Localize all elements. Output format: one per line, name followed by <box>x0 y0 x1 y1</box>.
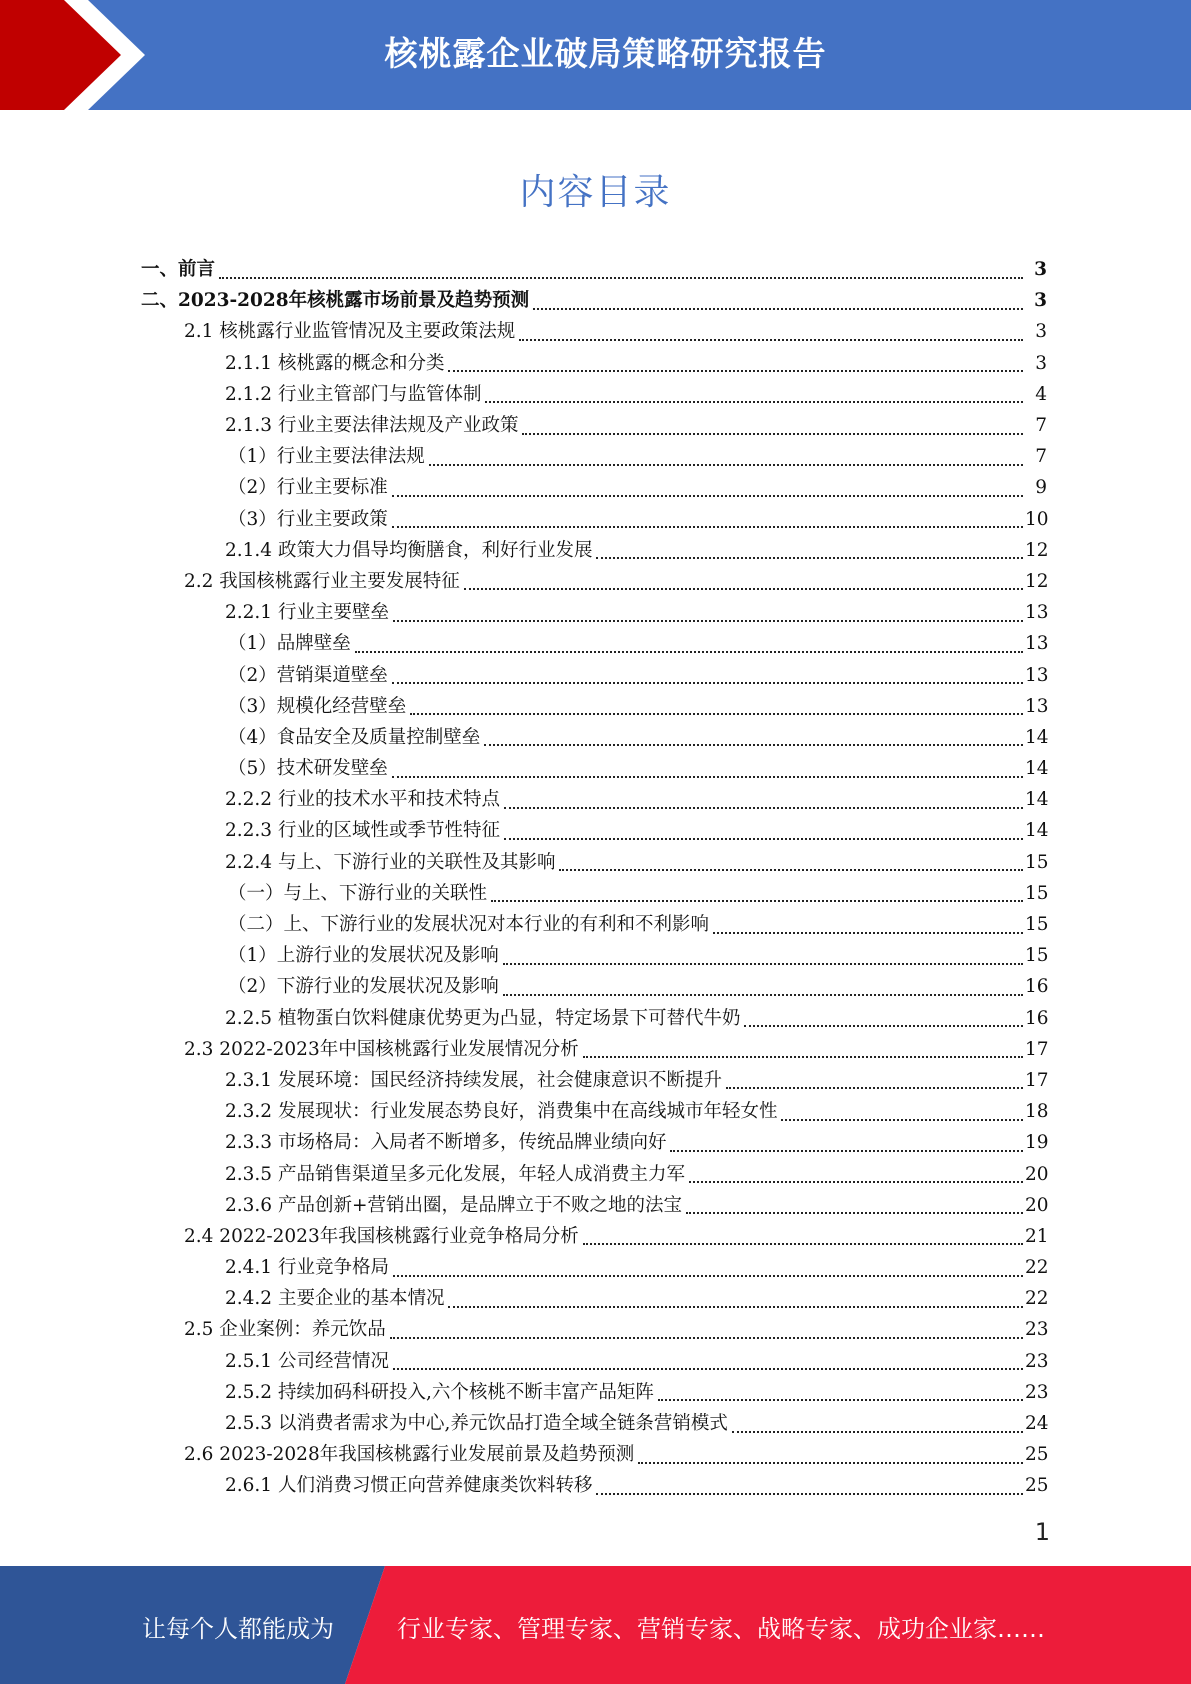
toc-leader-dots <box>686 1210 1023 1214</box>
toc-entry-title: 2.2.5 植物蛋白饮料健康优势更为凸显，特定场景下可替代牛奶 <box>225 1007 741 1029</box>
toc-leader-dots <box>484 742 1023 746</box>
toc-entry-page: 12 <box>1025 539 1049 561</box>
toc-entry[interactable] <box>0 815 1191 846</box>
toc-entry-page: 16 <box>1025 976 1049 998</box>
toc-entry-page: 22 <box>1025 1288 1049 1310</box>
toc-entry-page: 18 <box>1025 1101 1049 1123</box>
toc-entry-page: 3 <box>1034 259 1047 281</box>
toc-entry-title: 2.1.2 行业主管部门与监管体制 <box>225 383 482 405</box>
toc-leader-dots <box>448 1304 1023 1308</box>
toc-leader-dots <box>393 618 1023 622</box>
report-title: 核桃露企业破局策略研究报告 <box>384 34 827 73</box>
toc-leader-dots <box>355 649 1023 653</box>
toc-entry-page: 15 <box>1025 882 1049 904</box>
toc-entry[interactable] <box>0 285 1191 316</box>
toc-leader-dots <box>504 836 1023 840</box>
toc-entry-title: （二）上、下游行业的发展状况对本行业的有利和不利影响 <box>228 914 710 936</box>
toc-entry[interactable] <box>0 254 1191 285</box>
toc-entry[interactable] <box>0 659 1191 690</box>
toc-entry-page: 17 <box>1025 1069 1049 1091</box>
toc-leader-dots <box>390 1335 1023 1339</box>
toc-leader-dots <box>393 1366 1023 1370</box>
toc-entry-title: 2.2.3 行业的区域性或季节性特征 <box>225 820 500 842</box>
toc-entry[interactable] <box>0 971 1191 1002</box>
toc-leader-dots <box>522 431 1023 435</box>
toc-entry-title: （1）品牌壁垒 <box>228 633 351 655</box>
toc-entry-page: 13 <box>1025 695 1049 717</box>
toc-entry[interactable] <box>0 1252 1191 1283</box>
toc-entry[interactable] <box>0 1096 1191 1127</box>
toc-entry[interactable] <box>0 1127 1191 1158</box>
toc-leader-dots <box>392 680 1023 684</box>
toc-leader-dots <box>732 1429 1023 1433</box>
toc-entry[interactable] <box>0 1314 1191 1345</box>
toc-entry-page: 14 <box>1025 789 1049 811</box>
toc-entry[interactable] <box>0 348 1191 379</box>
toc-entry-title: 2.3.2 发展现状：行业发展态势良好，消费集中在高线城市年轻女性 <box>225 1101 778 1123</box>
toc-leader-dots <box>410 711 1023 715</box>
toc-entry[interactable] <box>0 1470 1191 1501</box>
toc-entry-title: （3）行业主要政策 <box>228 508 388 530</box>
toc-entry-page: 24 <box>1025 1413 1049 1435</box>
toc-entry[interactable] <box>0 1439 1191 1470</box>
toc-entry[interactable] <box>0 566 1191 597</box>
toc-entry-title: （2）下游行业的发展状况及影响 <box>228 976 499 998</box>
toc-leader-dots <box>448 368 1023 372</box>
toc-leader-dots <box>596 555 1023 559</box>
toc-entry-title: 2.5.2 持续加码科研投入,六个核桃不断丰富产品矩阵 <box>225 1381 654 1403</box>
toc-entry-title: 2.6.1 人们消费习惯正向营养健康类饮料转移 <box>225 1475 593 1497</box>
footer-banner <box>0 1566 1191 1684</box>
toc-entry[interactable] <box>0 909 1191 940</box>
toc-entry-page: 3 <box>1035 352 1047 374</box>
toc-entry[interactable] <box>0 1065 1191 1096</box>
toc-leader-dots <box>485 399 1023 403</box>
toc-leader-dots <box>392 493 1023 497</box>
toc-entry[interactable] <box>0 1034 1191 1065</box>
toc-entry-title: 2.1 核桃露行业监管情况及主要政策法规 <box>184 321 516 343</box>
toc-entry-title: （4）食品安全及质量控制壁垒 <box>228 726 481 748</box>
toc-entry-page: 13 <box>1025 602 1049 624</box>
toc-entry-title: 2.4.2 主要企业的基本情况 <box>225 1288 445 1310</box>
toc-leader-dots <box>503 992 1023 996</box>
toc-entry-page: 15 <box>1025 851 1049 873</box>
toc-entry-page: 4 <box>1035 383 1047 405</box>
toc-entry[interactable] <box>0 847 1191 878</box>
toc-leader-dots <box>658 1397 1023 1401</box>
toc-entry-title: 2.3.3 市场格局：入局者不断增多，传统品牌业绩向好 <box>225 1132 667 1154</box>
footer-slogan-left: 让每个人都能成为 <box>142 1615 334 1643</box>
toc-leader-dots <box>464 586 1023 590</box>
toc-entry[interactable] <box>0 316 1191 347</box>
toc-entry-page: 13 <box>1025 633 1049 655</box>
toc-entry-page: 20 <box>1025 1163 1049 1185</box>
toc-entry-title: （一）与上、下游行业的关联性 <box>228 882 488 904</box>
toc-leader-dots <box>670 1148 1023 1152</box>
page-number: 1 <box>1034 1518 1050 1546</box>
toc-leader-dots <box>393 1273 1023 1277</box>
toc-leader-dots <box>596 1491 1023 1495</box>
toc-entry[interactable] <box>0 441 1191 472</box>
toc-entry-page: 23 <box>1025 1381 1049 1403</box>
toc-entry-page: 14 <box>1025 820 1049 842</box>
toc-entry-page: 15 <box>1025 945 1049 967</box>
toc-entry[interactable] <box>0 1158 1191 1189</box>
toc-leader-dots <box>533 306 1023 310</box>
toc-leader-dots <box>744 1023 1023 1027</box>
toc-leader-dots <box>583 1054 1023 1058</box>
toc-entry[interactable] <box>0 1377 1191 1408</box>
toc-leader-dots <box>559 867 1023 871</box>
toc-leader-dots <box>519 337 1023 341</box>
toc-entry-page: 20 <box>1025 1194 1049 1216</box>
toc-entry[interactable] <box>0 472 1191 503</box>
toc-entry-title: 2.2.1 行业主要壁垒 <box>225 602 389 624</box>
toc-entry-title: 2.2 我国核桃露行业主要发展特征 <box>184 570 460 592</box>
toc-leader-dots <box>503 961 1023 965</box>
toc-entry-page: 14 <box>1025 726 1049 748</box>
toc-entry[interactable] <box>0 878 1191 909</box>
toc-entry[interactable] <box>0 597 1191 628</box>
toc-entry-title: 2.2.2 行业的技术水平和技术特点 <box>225 789 500 811</box>
toc-entry-title: 2.4 2022-2023年我国核桃露行业竞争格局分析 <box>184 1225 579 1247</box>
toc-entry-title: 2.4.1 行业竞争格局 <box>225 1257 389 1279</box>
toc-entry-page: 23 <box>1025 1350 1049 1372</box>
toc-entry-title: （2）营销渠道壁垒 <box>228 664 388 686</box>
toc-entry-page: 16 <box>1025 1007 1049 1029</box>
toc-entry[interactable] <box>0 628 1191 659</box>
toc-entry-page: 21 <box>1025 1225 1049 1247</box>
toc-entry-page: 3 <box>1034 290 1047 312</box>
toc-entry-title: 2.3.6 产品创新+营销出圈，是品牌立于不败之地的法宝 <box>225 1194 682 1216</box>
toc-leader-dots <box>392 774 1023 778</box>
toc-entry-title: 2.2.4 与上、下游行业的关联性及其影响 <box>225 851 556 873</box>
footer-slogan-right: 行业专家、管理专家、营销专家、战略专家、成功企业家…… <box>397 1615 1045 1643</box>
toc-entry-title: 一、前言 <box>141 259 216 281</box>
toc-entry-title: 2.1.4 政策大力倡导均衡膳食，利好行业发展 <box>225 539 593 561</box>
toc-entry-title: （1）行业主要法律法规 <box>228 446 425 468</box>
toc-entry[interactable] <box>0 1190 1191 1221</box>
toc-entry[interactable] <box>0 691 1191 722</box>
toc-entry[interactable] <box>0 379 1191 410</box>
toc-entry-page: 10 <box>1025 508 1049 530</box>
toc-entry-page: 25 <box>1025 1444 1049 1466</box>
toc-leader-dots <box>504 805 1023 809</box>
toc-entry[interactable] <box>0 1003 1191 1034</box>
toc-title: 内容目录 <box>519 172 672 213</box>
toc-entry-title: 2.3.1 发展环境：国民经济持续发展，社会健康意识不断提升 <box>225 1069 722 1091</box>
toc-entry-page: 9 <box>1035 477 1047 499</box>
toc-entry[interactable] <box>0 1408 1191 1439</box>
toc-entry[interactable] <box>0 722 1191 753</box>
toc-entry[interactable] <box>0 410 1191 441</box>
toc-entry-page: 7 <box>1035 415 1047 437</box>
toc-leader-dots <box>726 1085 1023 1089</box>
toc-entry[interactable] <box>0 753 1191 784</box>
toc-leader-dots <box>781 1117 1023 1121</box>
toc-leader-dots <box>429 462 1023 466</box>
toc-entry-page: 3 <box>1035 321 1047 343</box>
toc-entry-page: 12 <box>1025 570 1049 592</box>
header-banner <box>0 0 1191 110</box>
toc-entry[interactable] <box>0 504 1191 535</box>
toc-entry-title: 2.5.3 以消费者需求为中心,养元饮品打造全域全链条营销模式 <box>225 1413 728 1435</box>
toc-entry-page: 19 <box>1025 1132 1049 1154</box>
toc-entry-page: 17 <box>1025 1038 1049 1060</box>
toc-entry-title: 2.5.1 公司经营情况 <box>225 1350 389 1372</box>
toc-entry-page: 25 <box>1025 1475 1049 1497</box>
toc-entry[interactable] <box>0 1283 1191 1314</box>
toc-entry-page: 23 <box>1025 1319 1049 1341</box>
toc-leader-dots <box>583 1241 1023 1245</box>
toc-leader-dots <box>491 898 1023 902</box>
toc-entry-title: 2.6 2023-2028年我国核桃露行业发展前景及趋势预测 <box>184 1444 635 1466</box>
toc-entry-page: 15 <box>1025 914 1049 936</box>
toc-entry-page: 7 <box>1035 446 1047 468</box>
toc-leader-dots <box>392 524 1023 528</box>
toc-entry-page: 22 <box>1025 1257 1049 1279</box>
toc-entry-title: （3）规模化经营壁垒 <box>228 695 407 717</box>
toc-entry-title: 2.3.5 产品销售渠道呈多元化发展，年轻人成消费主力军 <box>225 1163 685 1185</box>
toc-entry-title: （1）上游行业的发展状况及影响 <box>228 945 499 967</box>
toc-entry-title: 2.3 2022-2023年中国核桃露行业发展情况分析 <box>184 1038 579 1060</box>
toc-entry[interactable] <box>0 784 1191 815</box>
toc-leader-dots <box>638 1460 1023 1464</box>
toc-entry-page: 14 <box>1025 758 1049 780</box>
toc-entry-title: 2.1.3 行业主要法律法规及产业政策 <box>225 415 519 437</box>
toc-entry[interactable] <box>0 535 1191 566</box>
toc-entry-title: （2）行业主要标准 <box>228 477 388 499</box>
toc-leader-dots <box>219 275 1023 279</box>
toc-leader-dots <box>689 1179 1023 1183</box>
toc-entry[interactable] <box>0 1346 1191 1377</box>
toc-entry-title: （5）技术研发壁垒 <box>228 758 388 780</box>
toc-entry[interactable] <box>0 1221 1191 1252</box>
toc-entry-title: 二、2023-2028年核桃露市场前景及趋势预测 <box>141 290 530 312</box>
toc-entry-page: 13 <box>1025 664 1049 686</box>
toc-entry-title: 2.1.1 核桃露的概念和分类 <box>225 352 445 374</box>
toc-entry[interactable] <box>0 940 1191 971</box>
toc-entry-title: 2.5 企业案例：养元饮品 <box>184 1319 386 1341</box>
toc-leader-dots <box>713 930 1023 934</box>
table-of-contents <box>0 254 1191 1502</box>
